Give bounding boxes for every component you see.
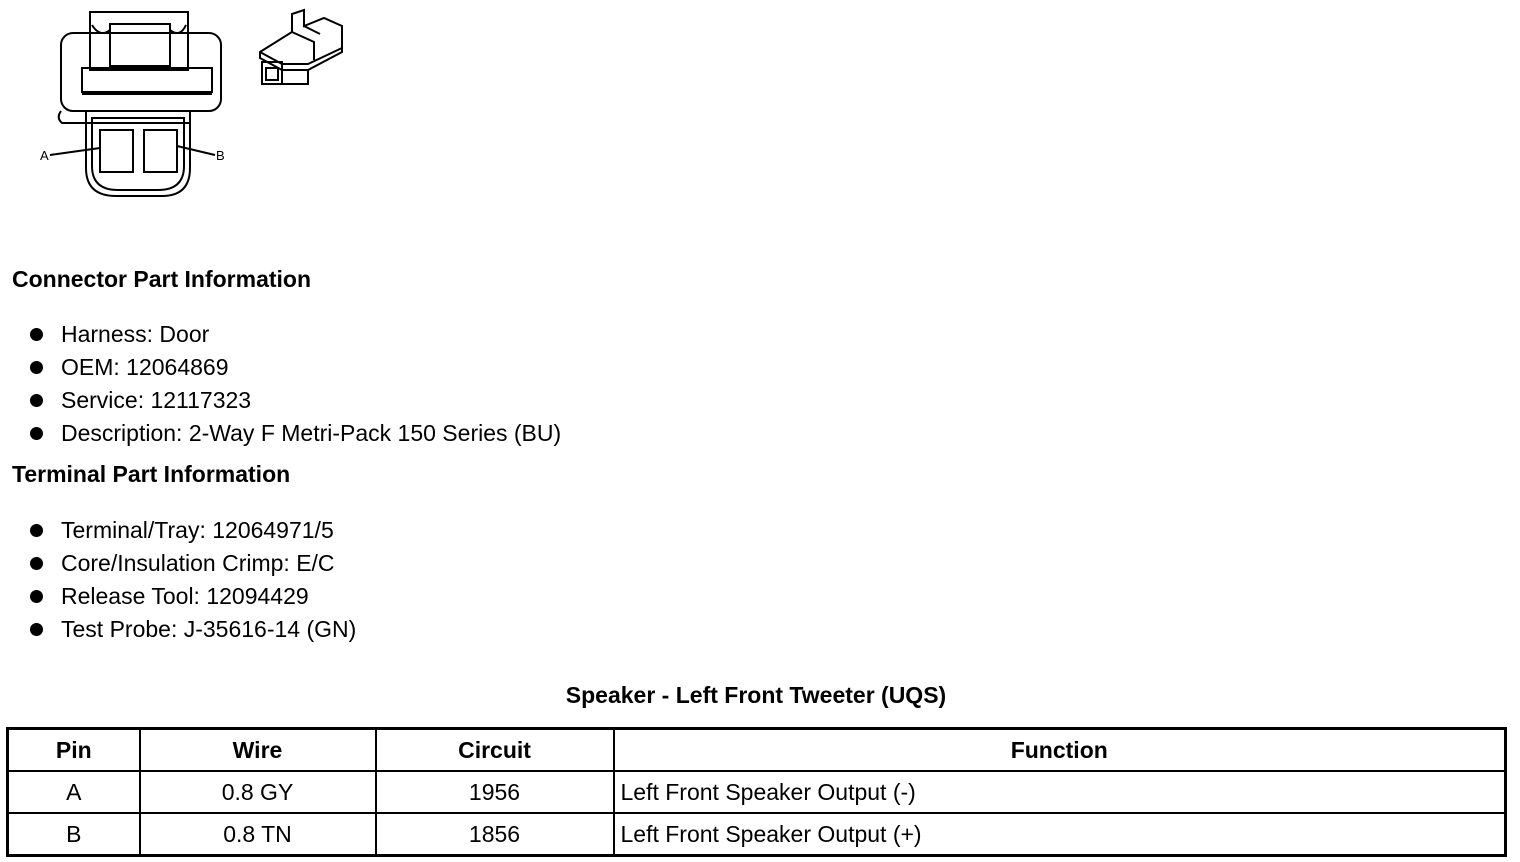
connector-info-list (30, 318, 561, 450)
connector-isometric-drawing (252, 8, 352, 90)
terminal-info-list (30, 514, 356, 646)
table-header-row (8, 729, 1506, 772)
cell-pin: A (8, 771, 140, 813)
pin-table-title: Speaker - Left Front Tweeter (UQS) (565, 682, 947, 708)
header-circuit: Circuit (376, 729, 614, 772)
pin-a-label: A (40, 148, 49, 163)
header-pin: Pin (8, 729, 140, 772)
list-item: Description: 2-Way F Metri-Pack 150 Series (BU) (30, 417, 561, 450)
list-item: Test Probe: J-35616-14 (GN) (30, 613, 356, 646)
cell-function: Left Front Speaker Output (+) (614, 813, 1506, 856)
cell-pin: B (8, 813, 140, 856)
cell-circuit: 1956 (376, 771, 614, 813)
header-function: Function (614, 729, 1506, 772)
pin-b-label: B (216, 148, 225, 163)
cell-wire: 0.8 TN (140, 813, 376, 856)
list-item: Terminal/Tray: 12064971/5 (30, 514, 356, 547)
connector-info-heading: Connector Part Information (12, 266, 312, 292)
connector-face-drawing (30, 0, 240, 210)
table-row (8, 813, 1506, 856)
connector-face-diagram (30, 0, 240, 215)
list-item: Harness: Door (30, 318, 561, 351)
header-wire: Wire (140, 729, 376, 772)
list-item: Core/Insulation Crimp: E/C (30, 547, 356, 580)
cell-circuit: 1856 (376, 813, 614, 856)
list-item: Release Tool: 12094429 (30, 580, 356, 613)
cell-function: Left Front Speaker Output (-) (614, 771, 1506, 813)
pin-table (6, 727, 1507, 857)
list-item: OEM: 12064869 (30, 351, 561, 384)
terminal-info-heading: Terminal Part Information (12, 461, 291, 487)
cell-wire: 0.8 GY (140, 771, 376, 813)
list-item: Service: 12117323 (30, 384, 561, 417)
table-row (8, 771, 1506, 813)
